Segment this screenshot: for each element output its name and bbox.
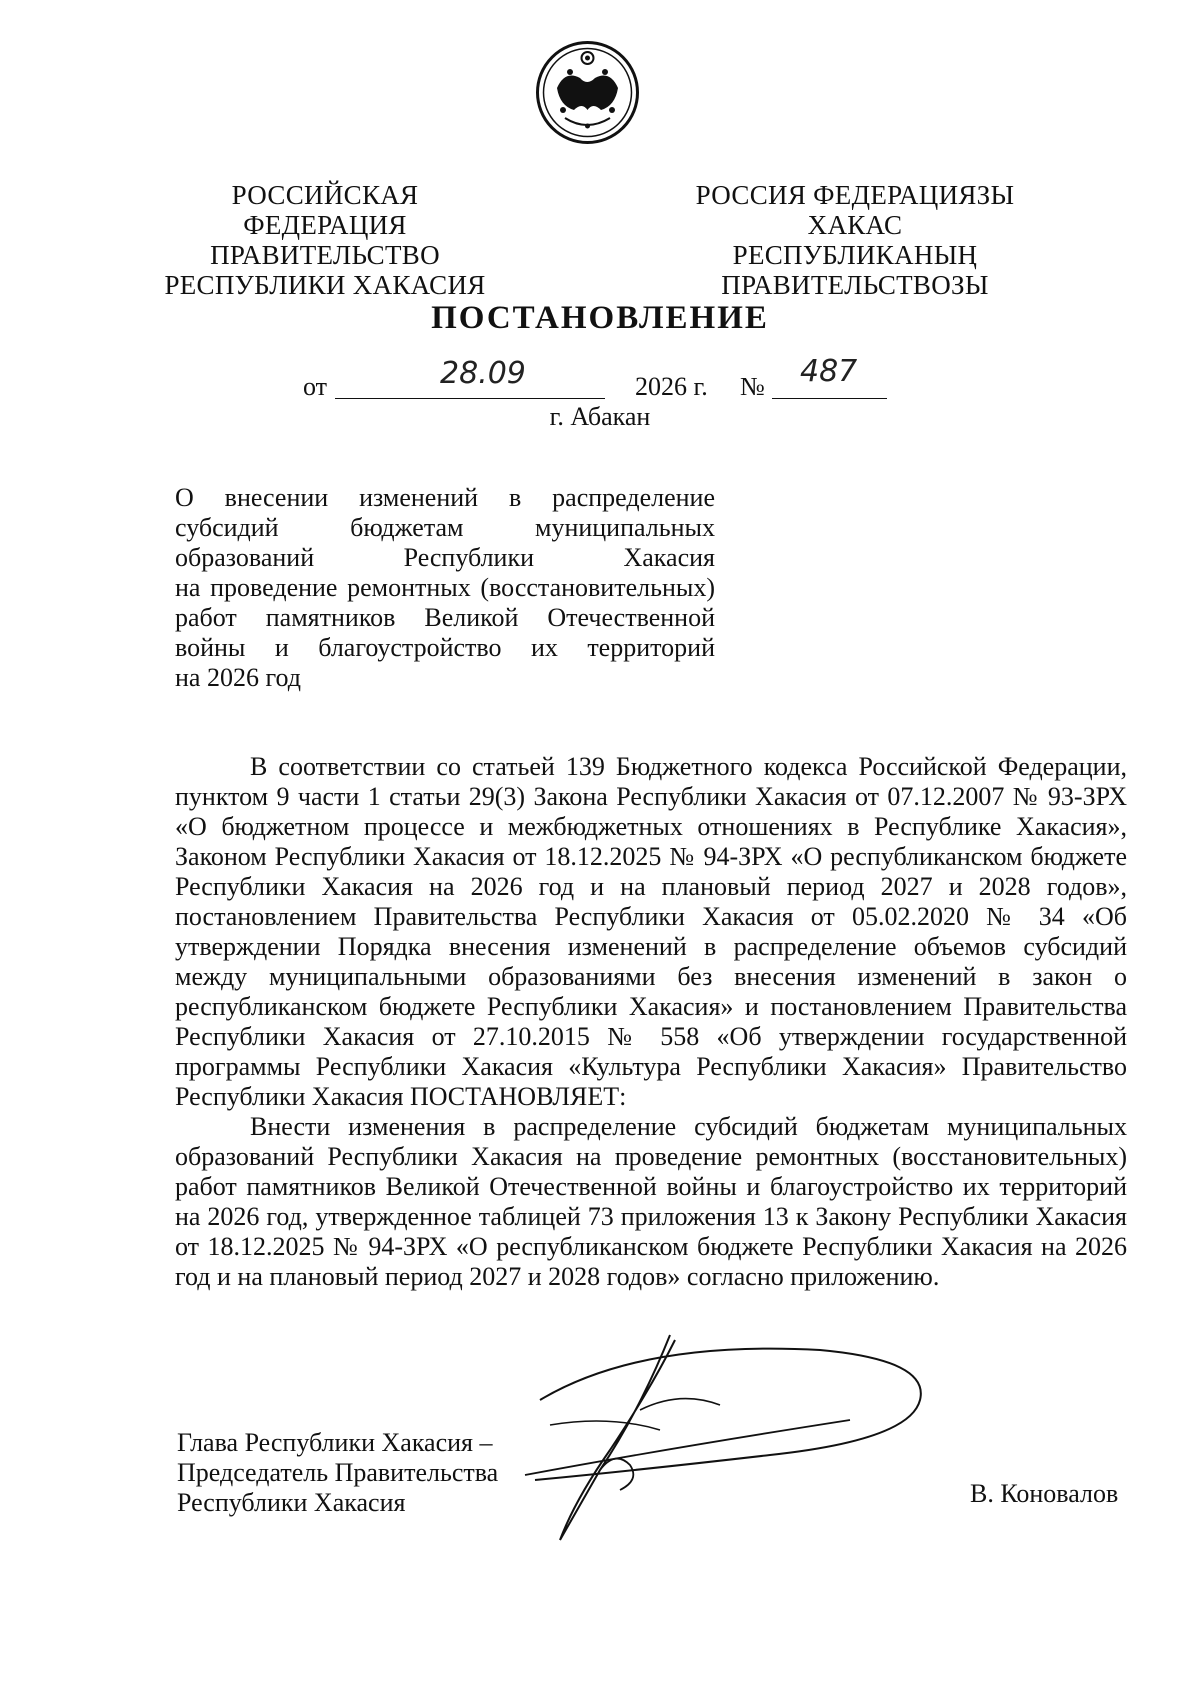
- header-right: [685, 180, 1025, 300]
- subject-line: работ памятников Великой Отечественной: [175, 603, 715, 632]
- header-left-line: РЕСПУБЛИКИ ХАКАСИЯ: [164, 270, 486, 300]
- handwritten-date: 28.09: [440, 356, 526, 391]
- subject-line: на 2026 год: [175, 663, 301, 692]
- signatory-position: [177, 1428, 537, 1518]
- subject-line: образований Республики Хакасия: [175, 543, 715, 572]
- header-right-line: ХАКАС РЕСПУБЛИКАНЫҢ: [732, 210, 978, 270]
- subject-line: войны и благоустройство их территорий: [175, 633, 715, 662]
- handwritten-signature: [520, 1330, 940, 1560]
- subject-line: О внесении изменений в распределение: [175, 483, 715, 512]
- header-left-line: ПРАВИТЕЛЬСТВО: [210, 240, 440, 270]
- position-line: Председатель Правительства: [177, 1458, 499, 1487]
- body-paragraph: В соответствии со статьей 139 Бюджетного кодекса Российской Федерации, пунктом 9 части 1 статьи 29(3) Закона Республики Хакасия от 07.12.2007 № 93-ЗРХ «О бюджетном процессе и межбюджетных отношениях в Республике Хакасия», Законом Республики Хакасия от 18.12.2025 № 94-ЗРХ «О республиканском бюджете Республики Хакасия на 2026 год и на плановый период 2027 и 2028 годов», постановлением Правительства Республики Хакасия от 05.02.2020 № 34 «Об утверждении Порядка внесения изменений в распределение объемов субсидий между муниципальными образованиями без внесения изменений в закон о республиканском бюджете Республики Хакасия» и постановлением Правительства Республики Хакасия от 27.10.2015 № 558 «Об утверждении государственной программы Республики Хакасия «Культура Республики Хакасия» Правительство Республики Хакасия ПОСТАНОВЛЯЕТ:: [175, 752, 1127, 1111]
- handwritten-number: 487: [800, 354, 858, 389]
- date-line: [0, 354, 1200, 404]
- position-line: Глава Республики Хакасия –: [177, 1428, 493, 1457]
- coat-of-arms-icon: [535, 40, 640, 145]
- subject-block: [175, 483, 715, 693]
- header-left: [155, 180, 495, 300]
- year-label: 2026 г.: [635, 372, 708, 401]
- signatory-name: В. Коновалов: [970, 1479, 1119, 1508]
- subject-line: субсидий бюджетам муниципальных: [175, 513, 715, 542]
- from-label: от: [303, 372, 328, 401]
- position-line: Республики Хакасия: [177, 1488, 406, 1517]
- body-text: [175, 752, 1127, 1292]
- city: г. Абакан: [549, 402, 651, 431]
- subject-line: на проведение ремонтных (восстановительных): [175, 573, 715, 602]
- number-sign: №: [740, 372, 765, 401]
- header-right-line: РОССИЯ ФЕДЕРАЦИЯЗЫ: [695, 180, 1015, 210]
- body-paragraph: Внести изменения в распределение субсидий бюджетам муниципальных образований Республики Хакасия на проведение ремонтных (восстановительных) работ памятников Великой Отечественной войны и благоустройство их территорий на 2026 год, утвержденное таблицей 73 приложения 13 к Закону Республики Хакасия от 18.12.2025 № 94-ЗРХ «О республиканском бюджете Республики Хакасия на 2026 год и на плановый период 2027 и 2028 годов» согласно приложению.: [175, 1112, 1127, 1291]
- header-right-line: ПРАВИТЕЛЬСТВОЗЫ: [721, 270, 989, 300]
- document-title: ПОСТАНОВЛЕНИЕ: [431, 300, 769, 336]
- header-left-line: РОССИЙСКАЯ ФЕДЕРАЦИЯ: [231, 180, 419, 240]
